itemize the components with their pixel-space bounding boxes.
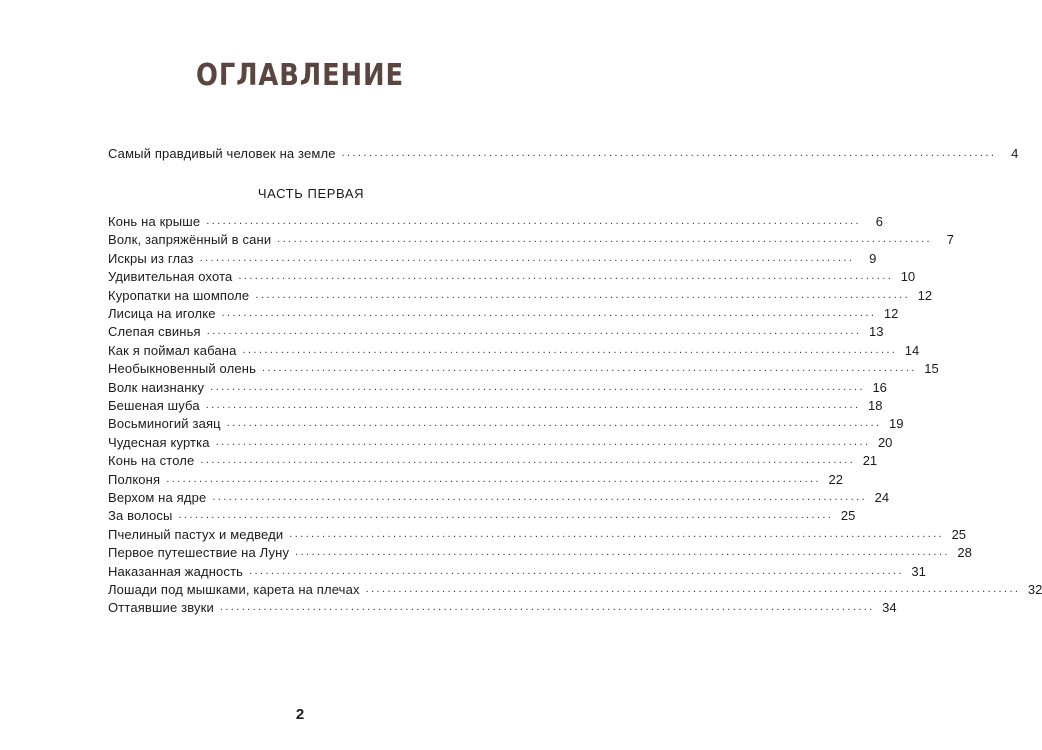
toc-entry-page: 10 — [900, 269, 916, 285]
toc-entry — [108, 486, 890, 506]
toc-entry — [108, 320, 884, 340]
toc-entry-title: Бешеная шуба — [108, 398, 200, 413]
toc-entry-title: Чудесная куртка — [108, 434, 210, 450]
toc-entry-title: Верхом на ядре — [108, 490, 207, 505]
toc-entry — [108, 578, 1042, 598]
toc-entry — [108, 504, 856, 524]
page-number: 2 — [295, 706, 305, 723]
toc-entry-title: Оттаявшие звуки — [108, 600, 214, 616]
toc-entry — [108, 596, 897, 616]
toc-entry-title: Конь на крыше — [108, 214, 201, 229]
dot-leader: ........................................................................................................................ — [255, 288, 911, 301]
toc-entry-page: 24 — [874, 490, 890, 505]
toc-entry — [108, 449, 878, 469]
dot-leader: ........................................................................................................................ — [205, 399, 861, 411]
dot-leader: ........................................................................................................................ — [215, 435, 871, 448]
toc-entry-title: Лисица на иголке — [108, 306, 216, 321]
toc-entry — [108, 412, 904, 432]
dot-leader: ........................................................................................................................ — [206, 215, 862, 227]
toc-entry — [108, 431, 893, 451]
toc-entry-page: 20 — [877, 434, 893, 450]
toc-entry-page: 15 — [924, 361, 939, 377]
dot-leader: ........................................................................................................................ — [206, 325, 862, 338]
dot-leader: ........................................................................................................................ — [249, 564, 904, 577]
toc-entry-title: Лошади под мышками, карета на плечах — [108, 582, 360, 597]
toc-entry — [108, 142, 1019, 162]
toc-entry — [108, 468, 843, 488]
toc-entry-page: 9 — [869, 250, 877, 266]
toc-entry — [108, 560, 926, 580]
dot-leader: ........................................................................................................................ — [242, 343, 898, 356]
toc-entry — [108, 376, 887, 396]
dot-leader: ........................................................................................................................ — [289, 527, 945, 540]
dot-leader: ........................................................................................................................ — [200, 454, 856, 467]
toc-entry — [108, 523, 967, 543]
toc-entry-title: Слепая свинья — [108, 324, 201, 340]
toc-entry-page: 12 — [917, 287, 933, 303]
toc-entry-title: Самый правдивый человек на земле — [108, 146, 336, 161]
page-title: ОГЛАВЛЕНИЕ — [196, 58, 404, 93]
dot-leader: ........................................................................................................................ — [341, 147, 997, 159]
toc-entry-title: Как я поймал кабана — [108, 342, 237, 358]
toc-entry-title: Восьминогий заяц — [108, 416, 221, 432]
dot-leader: ........................................................................................................................ — [238, 270, 894, 283]
dot-leader: ........................................................................................................................ — [199, 251, 855, 264]
toc-entry — [108, 302, 899, 322]
dot-leader: ........................................................................................................................ — [295, 546, 950, 559]
toc-entry-title: Конь на столе — [108, 453, 195, 469]
toc-entry-page: 16 — [872, 379, 887, 395]
toc-entry-title: Полконя — [108, 471, 161, 487]
toc-entry — [108, 357, 939, 377]
toc-entry-page: 6 — [875, 214, 884, 229]
toc-entry — [108, 247, 877, 267]
toc-entry-title: Волк, запряжённый в сани — [108, 232, 272, 248]
toc-entry-page: 32 — [1027, 582, 1042, 597]
toc-entry-page: 25 — [840, 508, 856, 524]
dot-leader: ........................................................................................................................ — [166, 472, 821, 485]
dot-leader: ........................................................................................................................ — [262, 362, 917, 375]
toc-entry-page: 19 — [889, 416, 904, 432]
section-heading: ЧАСТЬ ПЕРВАЯ — [257, 186, 365, 201]
toc-entry-title: Искры из глаз — [108, 250, 194, 266]
toc-entry — [108, 339, 920, 359]
toc-entry-page: 12 — [883, 306, 899, 321]
dot-leader: ........................................................................................................................ — [210, 380, 865, 393]
toc-entry-title: За волосы — [108, 508, 173, 524]
toc-entry-page: 14 — [904, 342, 920, 358]
toc-entry-page: 31 — [911, 563, 926, 579]
toc-entry-title: Наказанная жадность — [108, 563, 244, 579]
dot-leader: ........................................................................................................................ — [226, 417, 882, 430]
dot-leader: ........................................................................................................................ — [212, 491, 868, 503]
toc-entry-title: Первое путешествие на Луну — [108, 545, 290, 561]
toc-entry-page: 7 — [946, 232, 955, 248]
toc-entry-page: 22 — [828, 471, 843, 487]
toc-entry-title: Необыкновенный олень — [108, 361, 257, 377]
toc-entry — [108, 394, 883, 414]
dot-leader: ........................................................................................................................ — [277, 233, 933, 246]
toc-entry — [108, 541, 972, 561]
dot-leader: ........................................................................................................................ — [365, 583, 1021, 595]
toc-entry — [108, 284, 933, 304]
toc-entry-title: Волк наизнанку — [108, 379, 205, 395]
toc-entry-title: Удивительная охота — [108, 269, 233, 285]
toc-entry-page: 21 — [862, 453, 878, 469]
dot-leader: ........................................................................................................................ — [178, 509, 834, 522]
toc-entry — [108, 265, 916, 285]
toc-entry-page: 4 — [1011, 146, 1019, 161]
toc-entry-title: Куропатки на шомполе — [108, 287, 250, 303]
toc-entry-page: 25 — [951, 526, 967, 542]
toc-entry — [108, 228, 955, 248]
toc-entry-page: 34 — [882, 600, 897, 616]
toc-entry-page: 13 — [869, 324, 884, 340]
dot-leader: ........................................................................................................................ — [221, 307, 877, 319]
dot-leader: ........................................................................................................................ — [219, 601, 875, 614]
toc-entry-title: Пчелиный пастух и медведи — [108, 526, 284, 542]
toc-entry-page: 18 — [868, 398, 883, 413]
toc-entry — [108, 210, 884, 230]
toc-entry-page: 28 — [957, 545, 972, 561]
